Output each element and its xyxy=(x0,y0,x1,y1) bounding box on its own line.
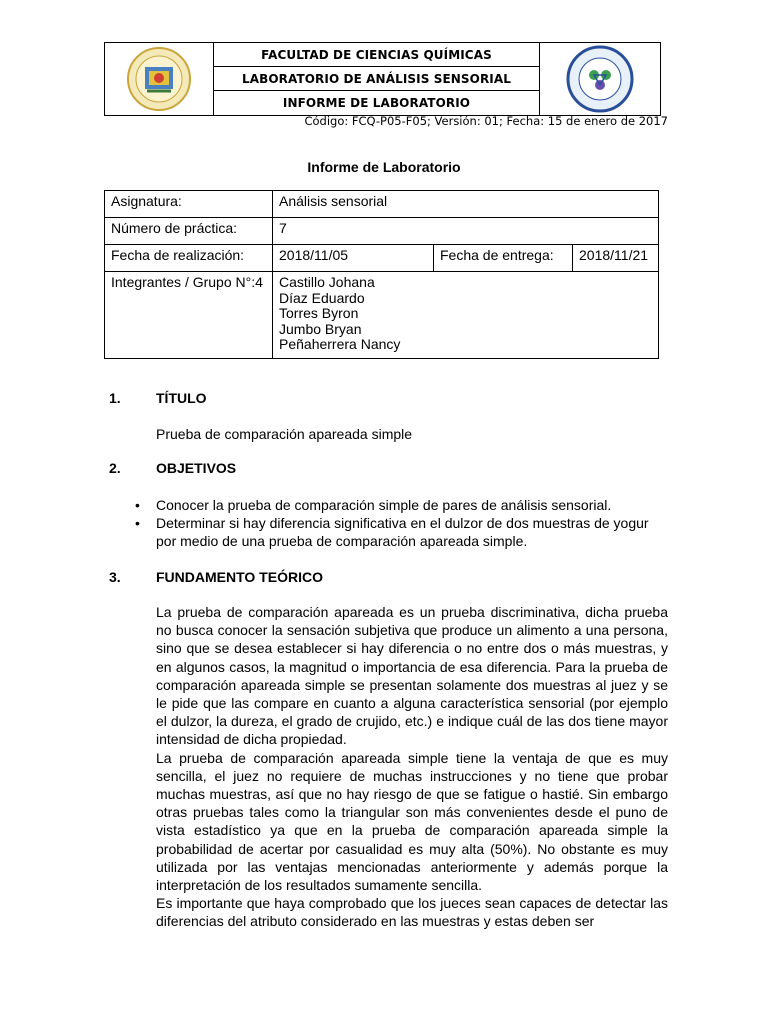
section-3-title: FUNDAMENTO TEÓRICO xyxy=(156,569,323,585)
section-1-text: Prueba de comparación apareada simple xyxy=(156,426,413,442)
page-title: Informe de Laboratorio xyxy=(307,159,461,175)
integrante: Torres Byron xyxy=(279,305,359,321)
faculty-logo-cell xyxy=(105,43,214,115)
objective-text: Conocer la prueba de comparación simple de pares de análisis sensorial. xyxy=(156,497,612,513)
bullet-icon: • xyxy=(135,515,140,532)
header-titles xyxy=(213,43,540,115)
paragraph: La prueba de comparación apareada es un prueba discriminativa, dicha prueba no busca conocer la sensación subjetiva que produce un alimento a una persona, sino que se desea establecer si hay diferencia o no entre dos o más muestras, y en algunos casos, la magnitud o importancia de esa diferencia. Para la prueba de comparación apareada simple se presentan solamente dos muestras al juez y se le pide que las compare en cuanto a alguna característica sensorial (por ejemplo el dulzor, la dureza, el grado de crujido, etc.) e indique cuál de las dos tiene mayor intensidad de dicha propiedad. xyxy=(156,604,668,748)
integrante: Jumbo Bryan xyxy=(279,320,362,337)
section-3-number: 3. xyxy=(109,569,121,585)
section-3-paragraphs xyxy=(156,603,668,931)
fecha-realizacion-label: Fecha de realización: xyxy=(105,245,273,272)
document-code: Código: FCQ-P05-F05; Versión: 01; Fecha: 15 de enero de 2017 xyxy=(304,114,668,128)
fecha-entrega-value: 2018/11/21 xyxy=(573,245,659,272)
practica-label: Número de práctica: xyxy=(105,218,273,245)
asignatura-label: Asignatura: xyxy=(105,191,273,218)
paragraph: La prueba de comparación apareada simple tiene la ventaja de que es muy sencilla, el juez no requiere de muchas instrucciones y no tiene que probar muchas muestras, así que no hay riesgo de que se fatigue o hastié. Sin embargo otras pruebas tales como la triangular son más convenientes desde el puno de vista estadístico ya que en la prueba de comparación apareada simple la probabilidad de acertar por casualidad es muy alta (50%). No obstante es muy utilizada por las ventajas mencionadas anteriormente y además porque la interpretación de los resultados sumamente sencilla. xyxy=(156,749,668,894)
section-2-number: 2. xyxy=(109,460,121,476)
integrante: Peñaherrera Nancy xyxy=(279,336,401,352)
fecha-entrega-label: Fecha de entrega: xyxy=(434,245,573,272)
list-item xyxy=(132,514,672,550)
document-header xyxy=(104,42,661,116)
report-name: INFORME DE LABORATORIO xyxy=(282,96,471,110)
objectives-list xyxy=(132,496,672,551)
fecha-realizacion-value: 2018/11/05 xyxy=(273,245,434,272)
university-seal-logo xyxy=(105,43,213,115)
objective-text: Determinar si hay diferencia significativa en el dulzor de dos muestras de yogur por medio de una prueba de comparación apareada simple. xyxy=(156,515,649,550)
faculty-name: FACULTAD DE CIENCIAS QUÍMICAS xyxy=(213,43,540,67)
lab-name: LABORATORIO DE ANÁLISIS SENSORIAL xyxy=(213,67,540,91)
section-2-title: OBJETIVOS xyxy=(156,460,237,476)
asignatura-value: Análisis sensorial xyxy=(273,191,659,218)
chemistry-faculty-logo xyxy=(540,43,660,115)
section-1-number: 1. xyxy=(109,390,121,406)
integrantes-list xyxy=(273,272,659,359)
chemistry-logo-cell xyxy=(539,43,660,115)
list-item xyxy=(132,496,672,514)
integrante: Castillo Johana xyxy=(279,274,375,290)
section-1-title: TÍTULO xyxy=(156,390,207,406)
info-table xyxy=(104,190,659,359)
integrantes-label: Integrantes / Grupo N°:4 xyxy=(105,272,273,359)
paragraph: Es importante que haya comprobado que los jueces sean capaces de detectar las diferencias del atributo considerado en las muestras y estas deben ser xyxy=(156,895,668,930)
practica-value: 7 xyxy=(273,218,659,245)
bullet-icon: • xyxy=(135,497,140,513)
integrante: Díaz Eduardo xyxy=(279,289,365,306)
